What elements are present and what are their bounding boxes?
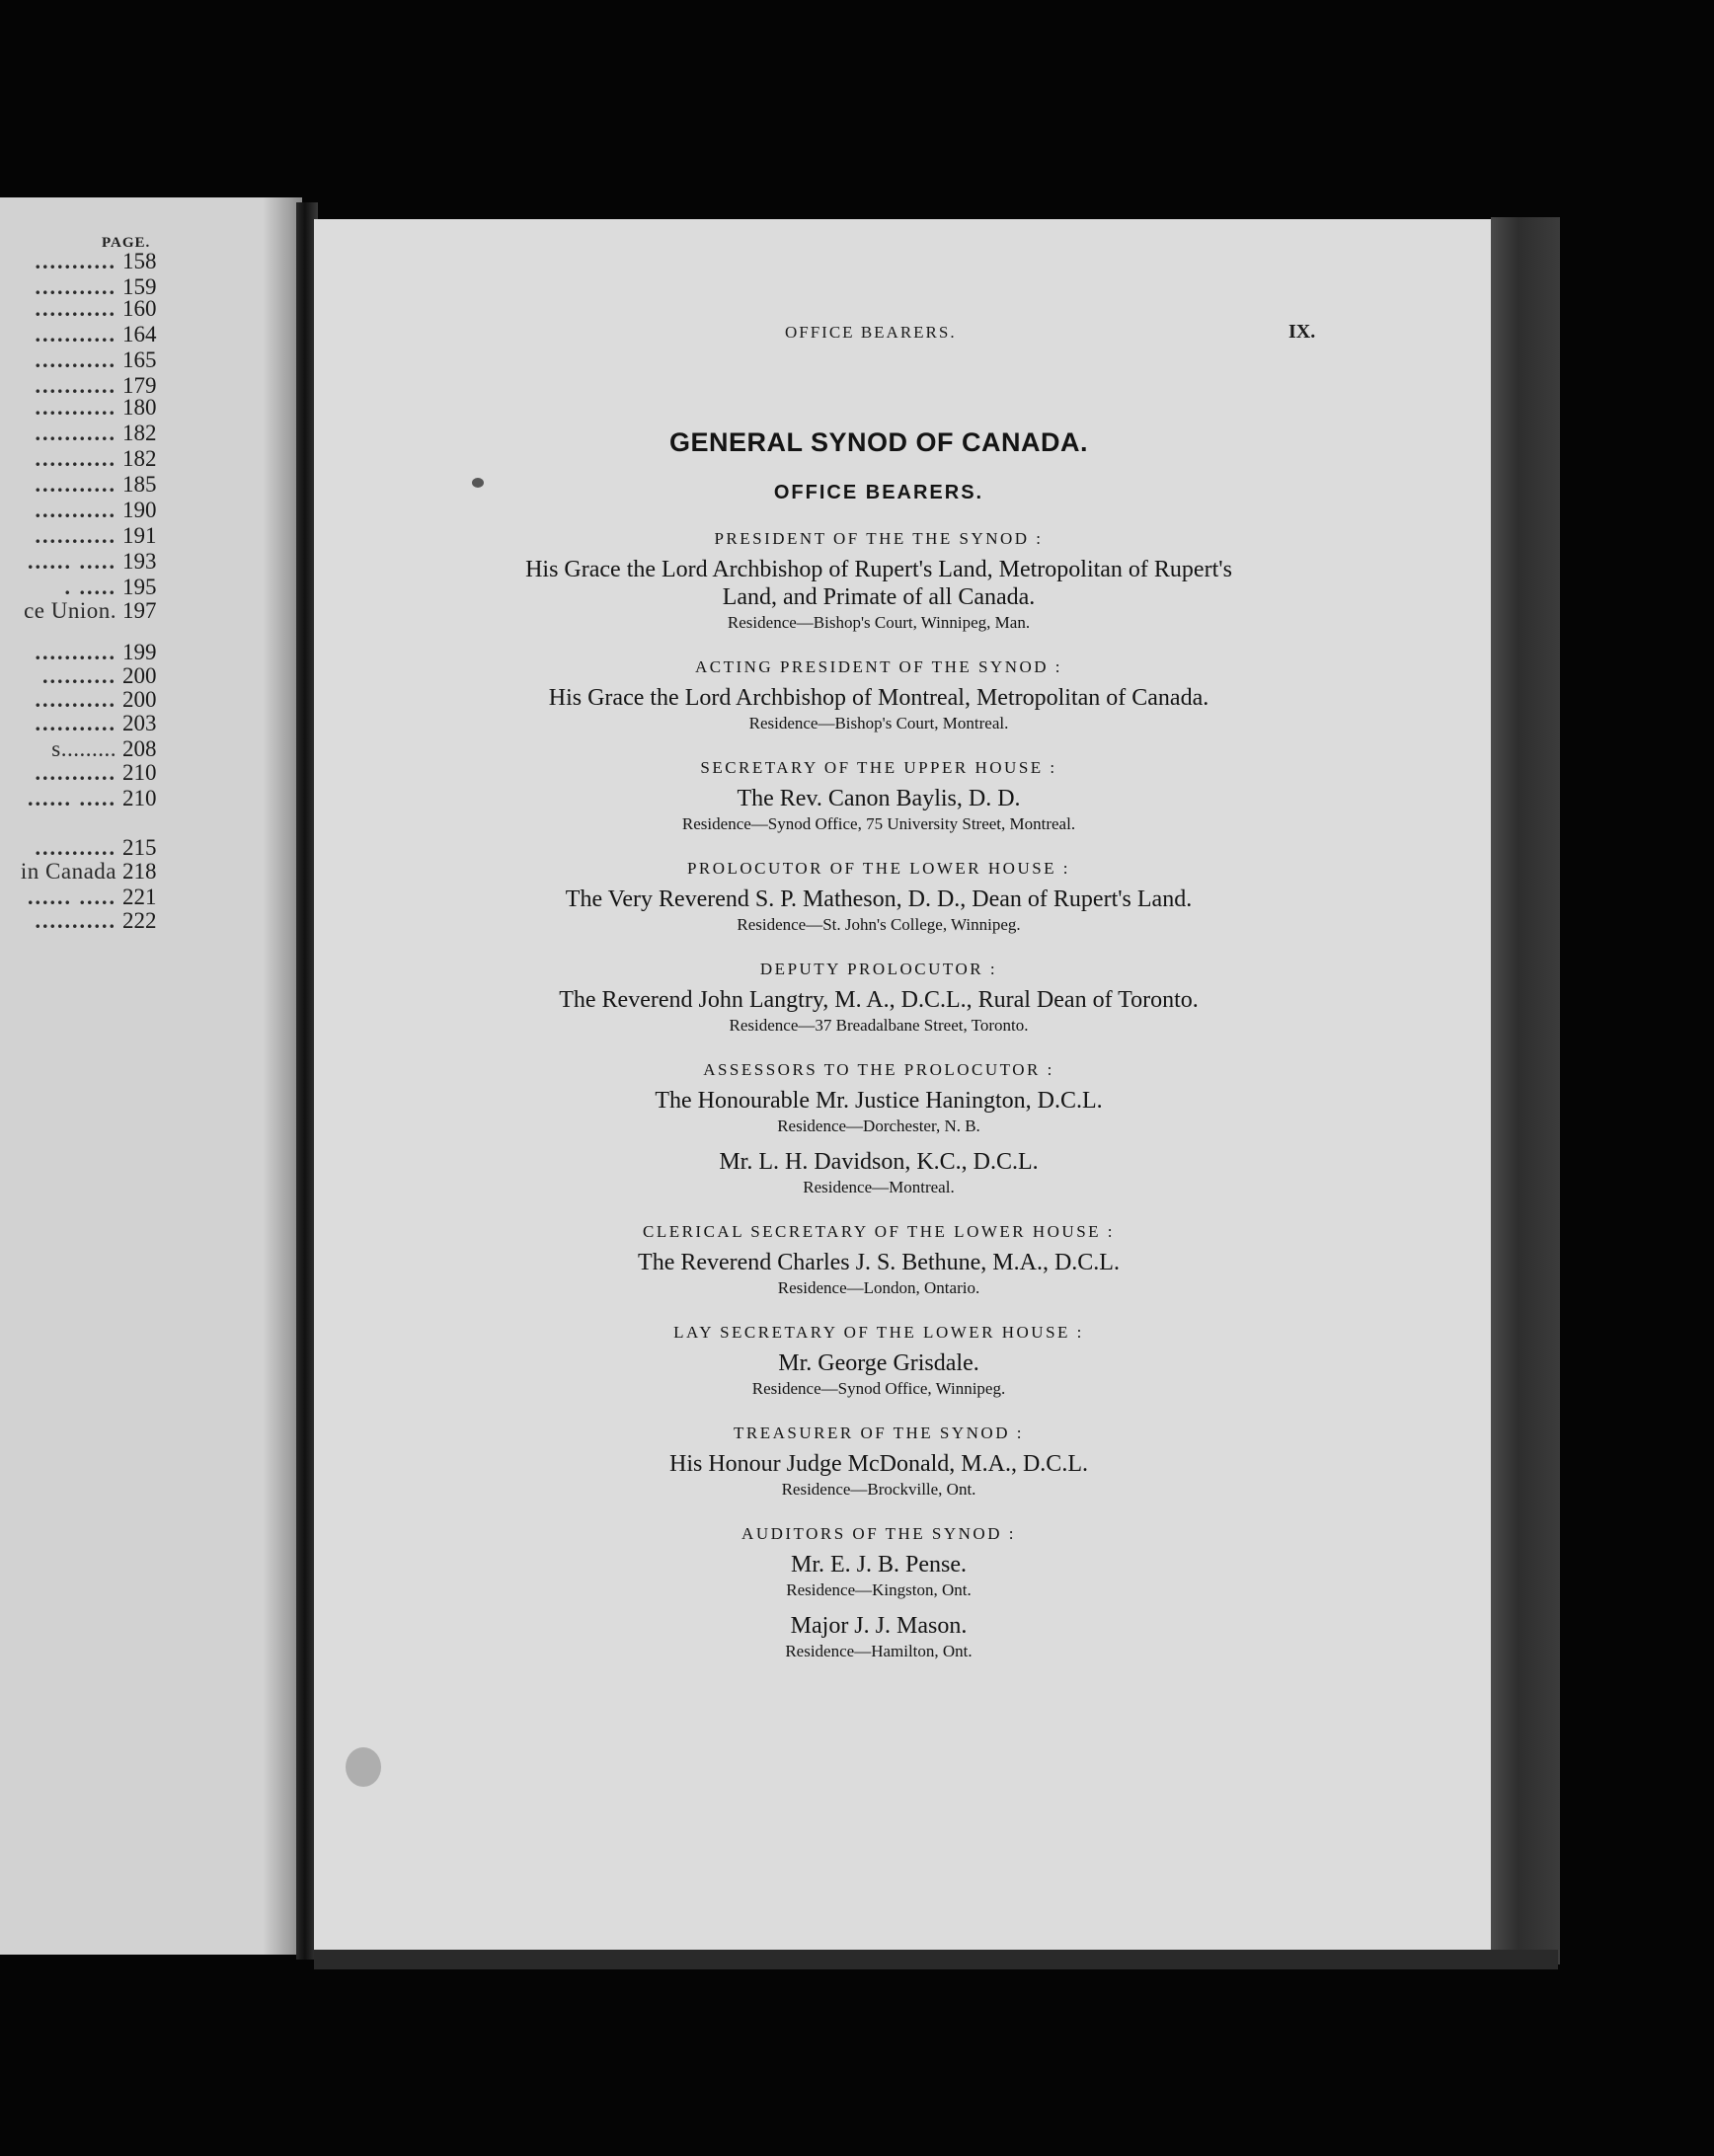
office-holder-entry <box>425 1087 1333 1138</box>
office-heading: TREASURER OF THE SYNOD : <box>734 1424 1024 1442</box>
index-entry <box>0 549 170 575</box>
index-entry-page: 203 <box>122 711 157 735</box>
office-holder-name-continued: Land, and Primate of all Canada. <box>722 584 1036 610</box>
index-entry-leader: ........... <box>35 640 117 664</box>
index-entry-page: 158 <box>122 249 157 273</box>
office-holder-entry <box>425 1551 1333 1602</box>
office-entry <box>425 526 1333 635</box>
index-entry-leader: ........... <box>35 472 117 497</box>
index-entry-page: 221 <box>122 885 157 909</box>
index-entry-page: 200 <box>122 663 157 688</box>
office-holder-residence: Residence—St. John's College, Winnipeg. <box>737 915 1021 934</box>
office-holder-residence: Residence—London, Ontario. <box>777 1278 980 1297</box>
index-entry <box>0 835 170 861</box>
index-entry <box>0 296 170 322</box>
office-holder-name: His Grace the Lord Archbishop of Rupert's Land, Metropolitan of Rupert's <box>525 557 1232 582</box>
office-heading: PROLOCUTOR OF THE LOWER HOUSE : <box>686 859 1071 878</box>
office-holder-entry <box>425 1612 1333 1663</box>
office-holder-name: The Honourable Mr. Justice Hanington, D.C.L. <box>655 1088 1103 1114</box>
index-entry <box>0 640 170 665</box>
office-holder-residence: Residence—Montreal. <box>803 1178 955 1196</box>
index-entry-page: 193 <box>122 549 157 574</box>
index-entry-leader: ........... <box>35 347 117 372</box>
index-entry <box>0 859 170 885</box>
office-holder-entry <box>425 1450 1333 1502</box>
index-entry-page: 182 <box>122 446 157 471</box>
office-holder-name: Mr. L. H. Davidson, K.C., D.C.L. <box>719 1149 1039 1175</box>
office-holder-residence: Residence—37 Breadalbane Street, Toronto. <box>729 1016 1029 1035</box>
office-holder-entry <box>425 1148 1333 1199</box>
ink-spot <box>346 1747 381 1787</box>
office-heading: AUDITORS OF THE SYNOD : <box>741 1524 1016 1543</box>
office-entry <box>425 856 1333 937</box>
office-holder-entry <box>425 1249 1333 1300</box>
office-holder-name: His Honour Judge McDonald, M.A., D.C.L. <box>669 1451 1088 1477</box>
index-entry-page: 195 <box>122 575 157 599</box>
index-entry-page: 210 <box>122 786 157 810</box>
index-entry-leader: ........... <box>35 322 117 346</box>
office-holder-entry <box>425 785 1333 836</box>
index-entry-leader: ce Union. <box>24 598 117 623</box>
office-holder-residence: Residence—Synod Office, 75 University Street, Montreal. <box>681 814 1076 833</box>
index-entry <box>0 498 170 523</box>
index-entry-page: 180 <box>122 395 157 420</box>
office-holder-name: The Very Reverend S. P. Matheson, D. D., Dean of Rupert's Land. <box>565 886 1193 912</box>
index-entry-leader: ...... ..... <box>28 885 117 909</box>
index-entry-leader: ........... <box>35 421 117 445</box>
index-entry-leader: ........... <box>35 296 117 321</box>
index-entry-leader: ........... <box>35 274 117 299</box>
index-entry <box>0 760 170 786</box>
index-entry <box>0 786 170 811</box>
index-entry-page: 164 <box>122 322 157 346</box>
office-holder-residence: Residence—Dorchester, N. B. <box>777 1116 980 1135</box>
index-entry-page: 215 <box>122 835 157 860</box>
office-entry <box>425 1057 1333 1199</box>
index-entry <box>0 908 170 934</box>
index-entry-page: 160 <box>122 296 157 321</box>
index-entry-page: 210 <box>122 760 157 785</box>
index-entry <box>0 663 170 689</box>
index-entry <box>0 347 170 373</box>
index-entry-page: 208 <box>122 736 157 761</box>
index-entry-page: 197 <box>122 598 157 623</box>
index-entry-leader: ...... ..... <box>28 549 117 574</box>
office-holder-name: The Reverend Charles J. S. Bethune, M.A., D.C.L. <box>638 1250 1120 1275</box>
index-entry-page: 199 <box>122 640 157 664</box>
index-entry-leader: ........... <box>35 908 117 933</box>
office-heading: LAY SECRETARY OF THE LOWER HOUSE : <box>673 1323 1084 1342</box>
index-entry <box>0 598 170 624</box>
office-holder-residence: Residence—Bishop's Court, Winnipeg, Man. <box>727 613 1031 632</box>
index-entry-leader: ........... <box>35 498 117 522</box>
index-entry-page: 182 <box>122 421 157 445</box>
office-holder-name: Mr. E. J. B. Pense. <box>790 1552 967 1578</box>
office-entry <box>425 1521 1333 1663</box>
index-entry-leader: s......... <box>51 736 117 761</box>
page-edge <box>1491 217 1560 1964</box>
office-holder-residence: Residence—Hamilton, Ont. <box>785 1642 973 1660</box>
index-entry-page: 218 <box>122 859 157 884</box>
office-heading: ASSESSORS TO THE PROLOCUTOR : <box>703 1060 1054 1079</box>
office-holder-entry <box>425 886 1333 937</box>
index-entry <box>0 249 170 274</box>
index-entry <box>0 421 170 446</box>
index-entry <box>0 711 170 736</box>
office-heading: DEPUTY PROLOCUTOR : <box>759 960 998 978</box>
office-holder-name: Major J. J. Mason. <box>790 1613 968 1639</box>
index-entry <box>0 736 170 762</box>
index-entry <box>0 322 170 347</box>
office-holder-entry <box>425 986 1333 1038</box>
section-subtitle: OFFICE BEARERS. <box>773 482 984 503</box>
office-holder-name: Mr. George Grisdale. <box>778 1350 979 1376</box>
office-heading: PRESIDENT OF THE THE SYNOD : <box>714 529 1044 548</box>
office-holder-entry <box>425 684 1333 735</box>
index-entry-page: 179 <box>122 373 157 398</box>
index-entry-page: 190 <box>122 498 157 522</box>
index-page-label: PAGE. <box>102 235 151 251</box>
office-holder-residence: Residence—Kingston, Ont. <box>786 1580 972 1599</box>
index-entry-page: 165 <box>122 347 157 372</box>
index-entry-leader: ........... <box>35 760 117 785</box>
page-title: GENERAL SYNOD OF CANADA. <box>668 427 1089 457</box>
office-entry <box>425 755 1333 836</box>
index-entry-leader: ........... <box>35 446 117 471</box>
office-heading: CLERICAL SECRETARY OF THE LOWER HOUSE : <box>642 1222 1116 1241</box>
index-entry-leader: ...... ..... <box>28 786 117 810</box>
page-bottom-edge <box>314 1950 1558 1969</box>
index-entry-leader: ........... <box>35 687 117 712</box>
index-entry-leader: ........... <box>35 835 117 860</box>
index-entry-leader: in Canada <box>20 859 117 884</box>
index-entry <box>0 687 170 713</box>
office-holder-name: His Grace the Lord Archbishop of Montreal, Metropolitan of Canada. <box>548 685 1209 711</box>
office-entry <box>425 957 1333 1038</box>
office-entry <box>425 1421 1333 1502</box>
office-entry <box>425 1320 1333 1401</box>
office-holder-residence: Residence—Brockville, Ont. <box>781 1480 976 1499</box>
office-holder-name: The Rev. Canon Baylis, D. D. <box>737 786 1021 811</box>
index-entry <box>0 575 170 600</box>
index-entry <box>0 885 170 910</box>
index-entry <box>0 472 170 498</box>
index-entry <box>0 395 170 421</box>
index-entry-leader: ........... <box>35 395 117 420</box>
page-number: IX. <box>1288 321 1316 343</box>
index-entry-page: 191 <box>122 523 157 548</box>
index-entry-page: 200 <box>122 687 157 712</box>
index-entry-leader: ........... <box>35 523 117 548</box>
office-entry <box>425 654 1333 735</box>
office-entry <box>425 1219 1333 1300</box>
index-entry-leader: .......... <box>42 663 117 688</box>
index-entry <box>0 523 170 549</box>
office-holder-residence: Residence—Synod Office, Winnipeg. <box>751 1379 1006 1398</box>
index-entry-leader: ........... <box>35 249 117 273</box>
index-entry-page: 159 <box>122 274 157 299</box>
index-entry-page: 222 <box>122 908 157 933</box>
office-heading: SECRETARY OF THE UPPER HOUSE : <box>700 758 1057 777</box>
running-head: OFFICE BEARERS. <box>785 323 957 342</box>
office-heading: ACTING PRESIDENT OF THE SYNOD : <box>694 657 1063 676</box>
index-entry-leader: ........... <box>35 373 117 398</box>
office-holder-name: The Reverend John Langtry, M. A., D.C.L., Rural Dean of Toronto. <box>559 987 1199 1013</box>
office-holder-residence: Residence—Bishop's Court, Montreal. <box>748 714 1009 732</box>
index-entry-page: 185 <box>122 472 157 497</box>
office-holder-entry <box>425 1349 1333 1401</box>
office-list <box>425 526 1333 1683</box>
office-holder-entry <box>425 556 1333 635</box>
index-entry-leader: ........... <box>35 711 117 735</box>
index-entry <box>0 446 170 472</box>
index-entry-leader: . ..... <box>64 575 117 599</box>
